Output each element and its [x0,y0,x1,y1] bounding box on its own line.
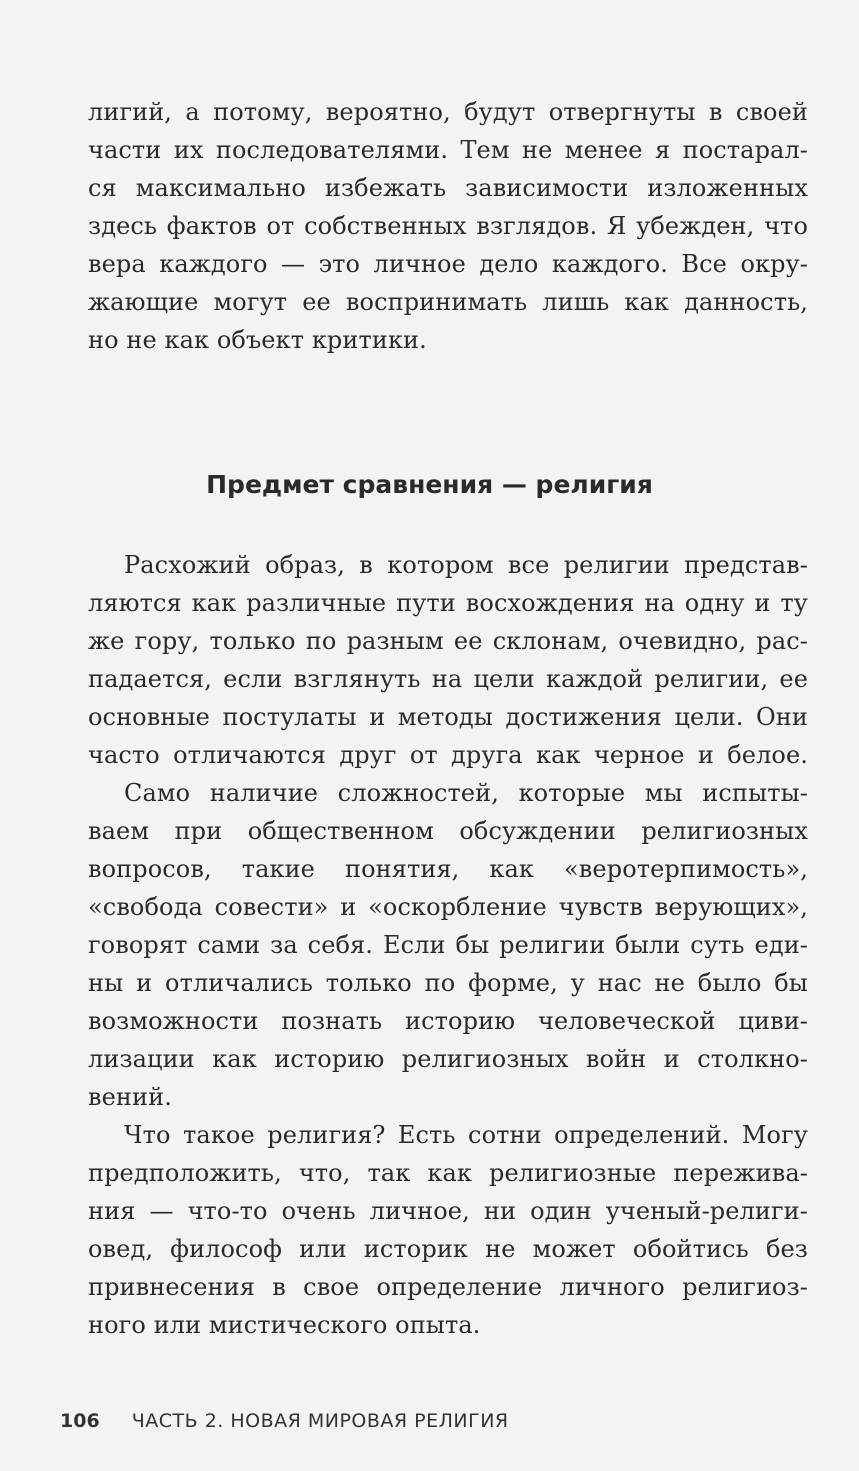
text-line: Само наличие сложностей, которые мы испыты- [124,779,808,807]
text-line: Расхожий образ, в котором все религии представ- [124,551,808,579]
text-line: здесь фактов от собственных взглядов. Я убежден, что [88,212,808,240]
running-section-title: ЧАСТЬ 2. НОВАЯ МИРОВАЯ РЕЛИГИЯ [131,1410,509,1432]
text-line: основные постулаты и методы достижения цели. Они [88,703,808,731]
text-line: же гору, только по разным ее склонам, очевидно, рас- [88,627,808,655]
text-line: но не как объект критики. [88,326,427,354]
text-line: овед, философ или историк не может обойтись без [88,1235,808,1263]
text-line: лизации как историю религиозных войн и столкно- [88,1045,808,1073]
text-line: вера каждого — это личное дело каждого. Все окру- [88,250,808,278]
text-line: предположить, что, так как религиозные пережива- [88,1159,808,1187]
text-line: ляются как различные пути восхождения на одну и ту [88,589,808,617]
text-line: ния — что-то очень личное, ни один ученый-религи- [88,1197,808,1225]
page-footer [60,1410,509,1432]
text-line: часто отличаются друг от друга как черное и белое. [88,741,808,769]
text-line: жающие могут ее воспринимать лишь как данность, [88,288,808,316]
text-line: «свобода совести» и «оскорбление чувств верующих», [88,893,808,921]
page-number: 106 [60,1410,100,1432]
text-line: говорят сами за себя. Если бы религии были суть еди- [88,931,808,959]
text-line: ваем при общественном обсуждении религиозных [88,817,808,845]
section-heading: Предмет сравнения — религия [206,470,653,499]
text-line: падается, если взглянуть на цели каждой религии, ее [88,665,808,693]
text-line: лигий, а потому, вероятно, будут отвергнуты в своей [88,98,808,126]
text-line: возможности познать историю человеческой циви- [88,1007,808,1035]
text-line: Что такое религия? Есть сотни определений. Могу [124,1121,808,1149]
text-line: вений. [88,1083,172,1111]
text-line: привнесения в свое определение личного религиоз- [88,1273,808,1301]
text-line: вопросов, такие понятия, как «веротерпимость», [88,855,808,883]
text-line: ся максимально избежать зависимости изложенных [88,174,808,202]
text-line: части их последователями. Тем не менее я постарал- [88,136,808,164]
text-line: ны и отличались только по форме, у нас не было бы [88,969,808,997]
text-line: ного или мистического опыта. [88,1311,481,1339]
